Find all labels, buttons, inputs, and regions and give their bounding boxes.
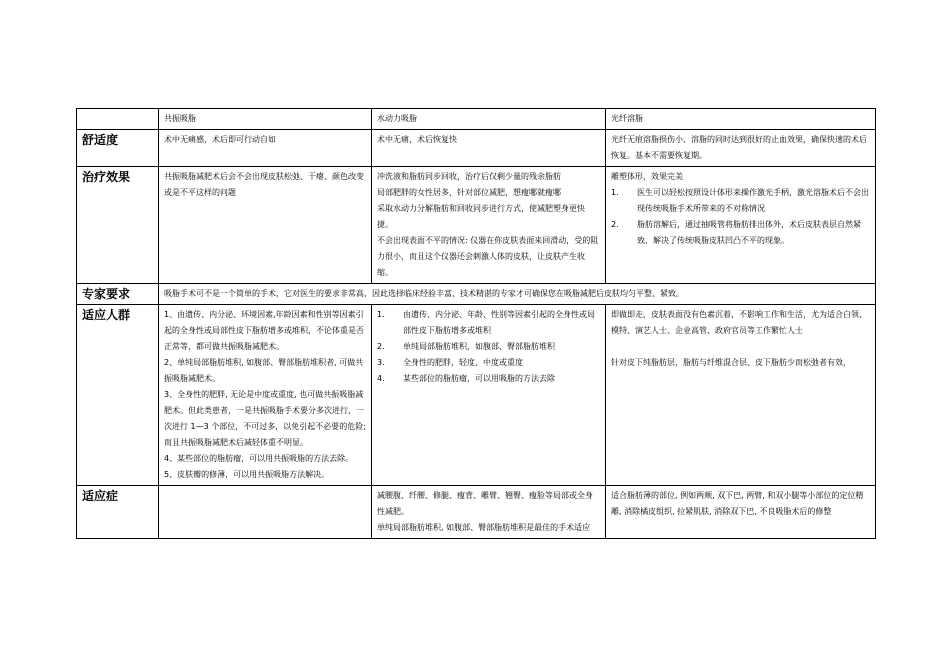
header-fiber-laser-lipolysis: 光纤溶脂 <box>606 109 876 130</box>
cell-effect-fiber <box>606 167 876 284</box>
cell-people-water-jet <box>372 305 606 486</box>
people-resonance-line: 1、由遗传、内分泌、环境因素,年龄因素和性别等因素引起的全身性或局部性皮下脂肪增多或堆积，不论体重是否正常等，都可做共振吸脂减肥术。 <box>164 310 364 351</box>
people-fiber-paragraph: 即做即走，皮肤表面没有色素沉着，不影响工作和生活，尤为适合白领、模特、演艺人士、企业高管、政府官员等工作繁忙人士 <box>611 310 867 335</box>
indication-water-jet-line: 单纯局部脂肪堆积, 如腹部、臀部脂肪堆积是最佳的手术适应 <box>377 523 591 532</box>
header-water-jet-liposuction: 水动力吸脂 <box>372 109 606 130</box>
list-item <box>611 185 870 217</box>
row-effect <box>77 167 876 284</box>
people-fiber-paragraph: 针对皮下纯脂肪层，脂肪与纤维混合层、皮下脂肪少而松弛者有效， <box>611 358 851 367</box>
list-text: 由遗传、内分泌、年龄、性别等因素引起的全身性或局部性皮下脂肪增多或堆积 <box>403 310 595 335</box>
list-text: 脂肪溶解后，通过抽吸管将脂肪排出体外，术后皮肤表层自然紧致，解决了传统吸脂皮肤凹凸不平的现象。 <box>637 220 861 245</box>
effect-water-jet-line: 采取水动力分解脂肪和回收同步进行方式，使减肥塑身更快捷。 <box>377 204 585 229</box>
list-text: 单纯局部脂肪堆积，如腹部、臀部脂肪堆积 <box>403 342 555 351</box>
list-number: 1. <box>611 188 619 197</box>
cell-effect-water-jet <box>372 167 606 284</box>
comparison-table <box>76 108 876 539</box>
people-resonance-line: 4、某些部位的脂肪瘤，可以用共振吸脂的方法去除。 <box>164 454 354 463</box>
list-number: 2. <box>377 342 385 351</box>
list-text: 医生可以轻松按照设计体形来操作激光手柄，激光溶脂术后不会出现传统吸脂手术所带来的不对称情况 <box>637 188 869 213</box>
header-resonance-liposuction: 共振吸脂 <box>159 109 372 130</box>
effect-fiber-intro: 雕塑体形，效果完美 <box>611 172 683 181</box>
list-number: 3. <box>377 358 385 367</box>
cell-people-resonance <box>159 305 372 486</box>
list-item <box>377 339 600 355</box>
row-label-indication: 适应症 <box>77 486 159 539</box>
row-expert <box>77 284 876 305</box>
list-text: 某些部位的脂肪瘤，可以用吸脂的方法去除 <box>403 374 555 383</box>
cell-indication-fiber: 适合脂肪薄的部位, 例如两颊, 双下巴, 两臂, 和双小腿等小部位的定位精雕, 消除橘皮组织, 拉紧肌肤, 消除双下巴, 不良吸脂术后的修整 <box>606 486 876 539</box>
row-people <box>77 305 876 486</box>
header-corner <box>77 109 159 130</box>
list-item <box>611 217 870 249</box>
cell-comfort-resonance: 术中无痛感，术后即可行动自如 <box>159 130 372 167</box>
cell-comfort-fiber: 光纤无痕溶脂损伤小、溶脂的同时达到很好的止血效果，确保快速的术后恢复。基本不需要恢复期。 <box>606 130 876 167</box>
people-resonance-line: 5、皮肤瓣的修薄，可以用共振吸脂方法解决。 <box>164 470 330 479</box>
header-row <box>77 109 876 130</box>
row-label-comfort: 舒适度 <box>77 130 159 167</box>
list-number: 1. <box>377 310 385 319</box>
row-label-people: 适应人群 <box>77 305 159 486</box>
indication-water-jet-line: 减腰腹、纤腰、修腿、瘦背、雕臂、翘臀、瘦脸等局部或全身性减肥。 <box>377 491 593 516</box>
cell-people-fiber <box>606 305 876 486</box>
row-label-effect: 治疗效果 <box>77 167 159 284</box>
list-text: 全身性的肥胖，轻度、中度或重度 <box>403 358 523 367</box>
list-number: 4. <box>377 374 385 383</box>
list-item <box>377 371 600 387</box>
effect-water-jet-line: 不会出现表面不平的情况: 仪器在你皮肤表面来回滑动，受的阻力很小，而且这个仪器还会刺激人体的皮肤，让皮肤产生收缩。 <box>377 236 599 277</box>
cell-expert-requirement: 吸脂手术可不是一个简单的手术，它对医生的要求非常高，因此选择临床经验丰富、技术精湛的专家才可确保您在吸脂减肥后皮肤均匀平整、紧致。 <box>159 284 876 305</box>
people-resonance-line: 3、全身性的肥胖, 无论是中度或重度, 也可做共振吸脂减肥术。但此类患者，一是共振吸脂手术要分多次进行，一次进行 1—3 个部位，不可过多，以免引起不必要的危险;而且共振吸脂减肥术后减轻体重不明显。 <box>164 390 366 447</box>
cell-indication-resonance <box>159 486 372 539</box>
people-resonance-line: 2、单纯局部脂肪堆积, 如腹部、臀部脂肪堆积者, 可做共振吸脂减肥术。 <box>164 358 364 383</box>
cell-comfort-water-jet: 术中无痛，术后恢复快 <box>372 130 606 167</box>
paragraph-gap <box>611 339 870 355</box>
row-comfort <box>77 130 876 167</box>
list-number: 2. <box>611 220 619 229</box>
cell-indication-water-jet <box>372 486 606 539</box>
effect-water-jet-line: 冲洗液和脂肪同步回收，治疗后仅剩少量的残余脂肪 <box>377 172 561 181</box>
effect-water-jet-line: 局部肥胖的女性居多，针对部位减肥，想瘦哪就瘦哪 <box>377 188 561 197</box>
list-item <box>377 355 600 371</box>
list-item <box>377 307 600 339</box>
row-indication <box>77 486 876 539</box>
cell-effect-resonance: 共振吸脂减肥术后会不会出现皮肤松弛、干瘪、颜色改变或是不平这样的问题 <box>159 167 372 284</box>
row-label-expert: 专家要求 <box>77 284 159 305</box>
